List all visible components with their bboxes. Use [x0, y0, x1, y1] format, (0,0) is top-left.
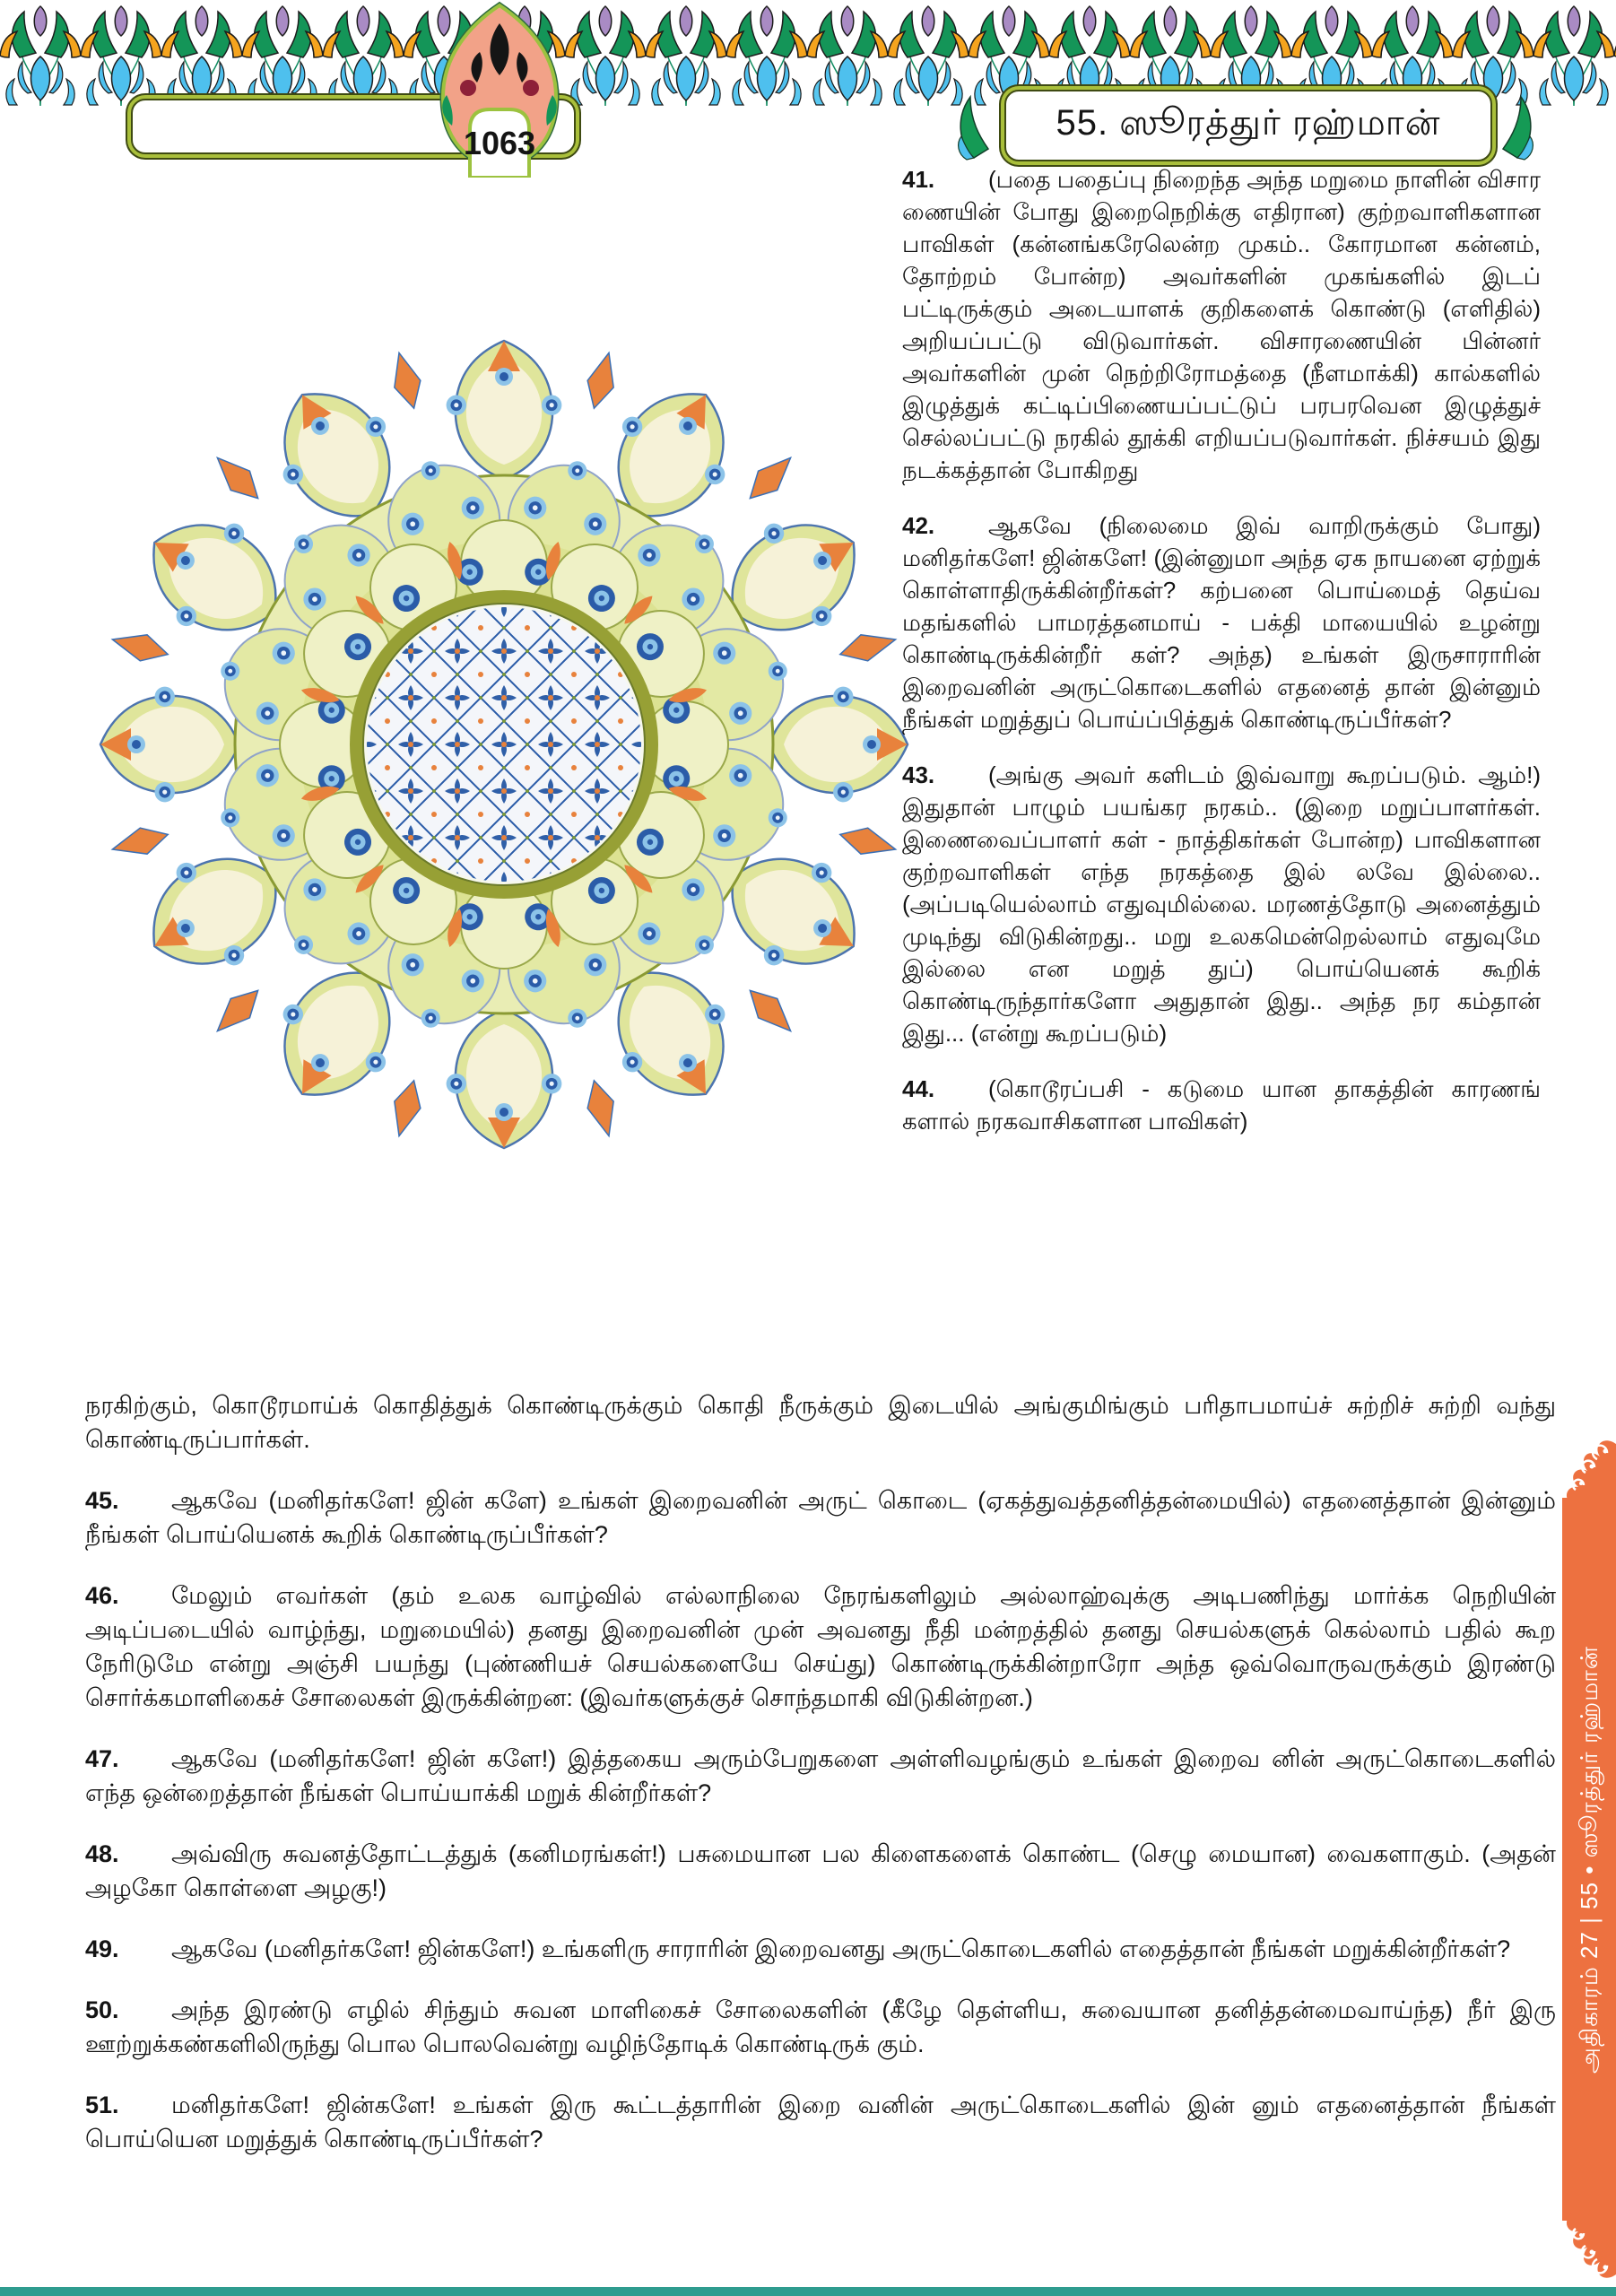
verse-number: 45. [85, 1487, 119, 1514]
leaf-ornament-icon [1492, 86, 1542, 166]
verse-48 [85, 1837, 1556, 1905]
verse-41 [902, 163, 1541, 486]
verse-text: (பதை பதைப்பு நிறைந்த அந்த மறுமை நாளின் விசார ணையின் போது இறைநெறிக்கு எதிரான) குற்றவாளிகளான பாவிகள் (கன்னங்கரேலென்ற முகம்.. கோரமான கன்னம், தோற்றம் போன்ற) அவர்களின் முகங்களில் இடப் பட்டிருக்கும் அடையாளக் குறிகளைக் கொண்டு (எளிதில்) அறியப்பட்டு விடுவார்கள். விசாரணையின் பின்னர் அவர்களின் முன் நெற்றிரோமத்தை (நீளமாக்கி) கால்களில் இழுத்துக் கட்டிப்பிணையப்பட்டுப் பரபரவென இழுத்துச் செல்லப்பட்டு நரகில் தூக்கி எறியப்படுவார்கள். நிச்சயம் இது நடக்கத்தான் போகிறது [902, 166, 1541, 483]
verse-text: ஆகவே (மனிதர்களே! ஜின் களே!) இத்தகைய அரும்பேறுகளை அள்ளிவழங்கும் உங்கள் இறைவ னின் அருட்கொடைகளில் எந்த ஒன்றைத்தான் நீங்கள் பொய்யாக்கி மறுக் கின்றீர்கள்? [85, 1745, 1556, 1806]
verse-number: 43. [902, 761, 935, 788]
chapter-title: 55. ஸூரத்துர் ரஹ்மான் [1056, 103, 1441, 143]
verse-number: 44. [902, 1075, 935, 1102]
page-number: 1063 [463, 125, 536, 161]
verse-text: ஆகவே (மனிதர்களே! ஜின் களே) உங்கள் இறைவனின் அருட் கொடை (ஏகத்துவத்தனித்தன்மையில்) எதனைத்தான் இன்னும் நீங்கள் பொய்யெனக் கூறிக் கொண்டிருப்பீர்கள்? [85, 1487, 1556, 1548]
verse-49 [85, 1932, 1556, 1966]
verse-number: 51. [85, 2092, 119, 2118]
verse-42 [902, 509, 1541, 735]
sidebar-ornament-bottom-icon [1562, 2196, 1616, 2285]
mandala-artwork [99, 339, 909, 1154]
verse-text: ஆகவே (மனிதர்களே! ஜின்களே!) உங்களிரு சாராரின் இறைவனது அருட்கொடைகளில் எதைத்தான் நீங்கள் மறுக்கின்றீர்கள்? [171, 1935, 1511, 1962]
verse-text: மனிதர்களே! ஜின்களே! உங்கள் இரு கூட்டத்தாரின் இறை வனின் அருட்கொடைகளில் இன் னும் எதனைத்தான் நீங்கள் பொய்யென மறுத்துக் கொண்டிருப்பீர்கள்? [85, 2092, 1556, 2152]
full-width-text [85, 1388, 1556, 2183]
bottom-strip [0, 2287, 1616, 2296]
verse-number: 42. [902, 512, 935, 539]
header-medallion-ornament [405, 0, 594, 182]
verse-51 [85, 2088, 1556, 2156]
verse-text: ஆகவே (நிலைமை இவ் வாறிருக்கும் போது) மனிதர்களே! ஜின்களே! (இன்னுமா அந்த ஏக நாயனை ஏற்றுக் கொள்ளாதிருக்கின்றீர்கள்? கற்பனை பொய்மைத் தெய்வ மதங்களில் பாமரத்தனமாய் - பக்தி மாயையில் உழன்று கொண்டிருக்கின்றீர் கள்? அந்த) உங்கள் இருசாராரின் இறைவனின் அருட்கொடைகளில் எதனைத் தான் இன்னும் நீங்கள் மறுத்துப் பொய்ப்பித்துக் கொண்டிருப்பீர்கள்? [902, 512, 1541, 733]
verse-44 [902, 1073, 1541, 1137]
verse-number: 41. [902, 166, 935, 193]
chapter-sidebar-label: அதிகாரம் 27 | 55 • ஸூரத்துர் ரஹ்மான் [1576, 1645, 1603, 2074]
verse-number: 49. [85, 1935, 119, 1962]
verse-47 [85, 1742, 1556, 1810]
sidebar-bar [1562, 1498, 1616, 2221]
verse-number: 50. [85, 1996, 119, 2023]
chapter-title-cartouche [1004, 90, 1492, 161]
chapter-sidebar [1562, 1433, 1616, 2285]
verse-43 [902, 759, 1541, 1049]
verse-text: (அங்கு அவர் களிடம் இவ்வாறு கூறப்படும். ஆம்!) இதுதான் பாழும் பயங்கர நரகம்.. (இறை மறுப்பாளர்கள். இணைவைப்பாளர் கள் - நாத்திகர்கள் போன்ற) பாவிகளான குற்றவாளிகள் எந்த நரகத்தை இல் லவே இல்லை.. (அப்படியெல்லாம் எதுவுமில்லை. மரணத்தோடு அனைத்தும் முடிந்து விடுகின்றது.. மறு உலகமென்றெல்லாம் எதுவுமே இல்லை என மறுத் துப்) பொய்யெனக் கூறிக் கொண்டிருந்தார்களோ அதுதான் இது.. அந்த நர கம்தான் இது... (என்று கூறப்படும்) [902, 761, 1541, 1047]
verse-text: (கொடூரப்பசி - கடுமை யான தாகத்தின் காரணங் களால் நரகவாசிகளான பாவிகள்) [902, 1075, 1541, 1135]
verse-46 [85, 1578, 1556, 1715]
verse-text: அந்த இரண்டு எழில் சிந்தும் சுவன மாளிகைச் சோலைகளின் (கீழே தெள்ளிய, சுவையான தனித்தன்மைவாய்ந்த) நீர் இரு ஊற்றுக்கண்களிலிருந்து பொல பொலவென்று வழிந்தோடிக் கொண்டிருக் கும். [85, 1996, 1556, 2057]
verse-text: மேலும் எவர்கள் (தம் உலக வாழ்வில் எல்லாநிலை நேரங்களிலும் அல்லாஹ்வுக்கு அடிபணிந்து மார்க்க நெறியின் அடிப்படையில் வாழ்ந்து, மறுமையில்) தனது இறைவனின் முன் அவனது நீதி மன்றத்தில் தனது செயல்களுக் கெல்லாம் பதில் கூற நேரிடுமே என்று அஞ்சி பயந்து (புண்ணியச் செயல்களையே செய்து) கொண்டிருக்கின்றாரோ அந்த ஒவ்வொருவருக்கும் இரண்டு சொர்க்கமாளிகைச் சோலைகள் இருக்கின்றன: (இவர்களுக்குச் சொந்தமாகி விடுகின்றன.) [85, 1582, 1556, 1711]
verse-text: அவ்விரு சுவனத்தோட்டத்துக் (கனிமரங்கள்!) பசுமையான பல கிளைகளைக் கொண்ட (செழு மையான) வைகளாகும். (அதன் அழகோ கொள்ளை அழகு!) [85, 1840, 1556, 1901]
leaf-ornament-icon [949, 86, 999, 166]
verse-number: 47. [85, 1745, 119, 1772]
verse-column [902, 163, 1541, 1161]
verse-50 [85, 1993, 1556, 2061]
verse-45 [85, 1483, 1556, 1552]
verse-number: 48. [85, 1840, 119, 1867]
verse-44-continuation: நரகிற்கும், கொடூரமாய்க் கொதித்துக் கொண்டிருக்கும் கொதி நீருக்கும் இடையில் அங்குமிங்கும் பரிதாபமாய்ச் சுற்றிச் சுற்றி வந்து கொண்டிருப்பார்கள். [85, 1392, 1556, 1453]
verse-number: 46. [85, 1582, 119, 1609]
